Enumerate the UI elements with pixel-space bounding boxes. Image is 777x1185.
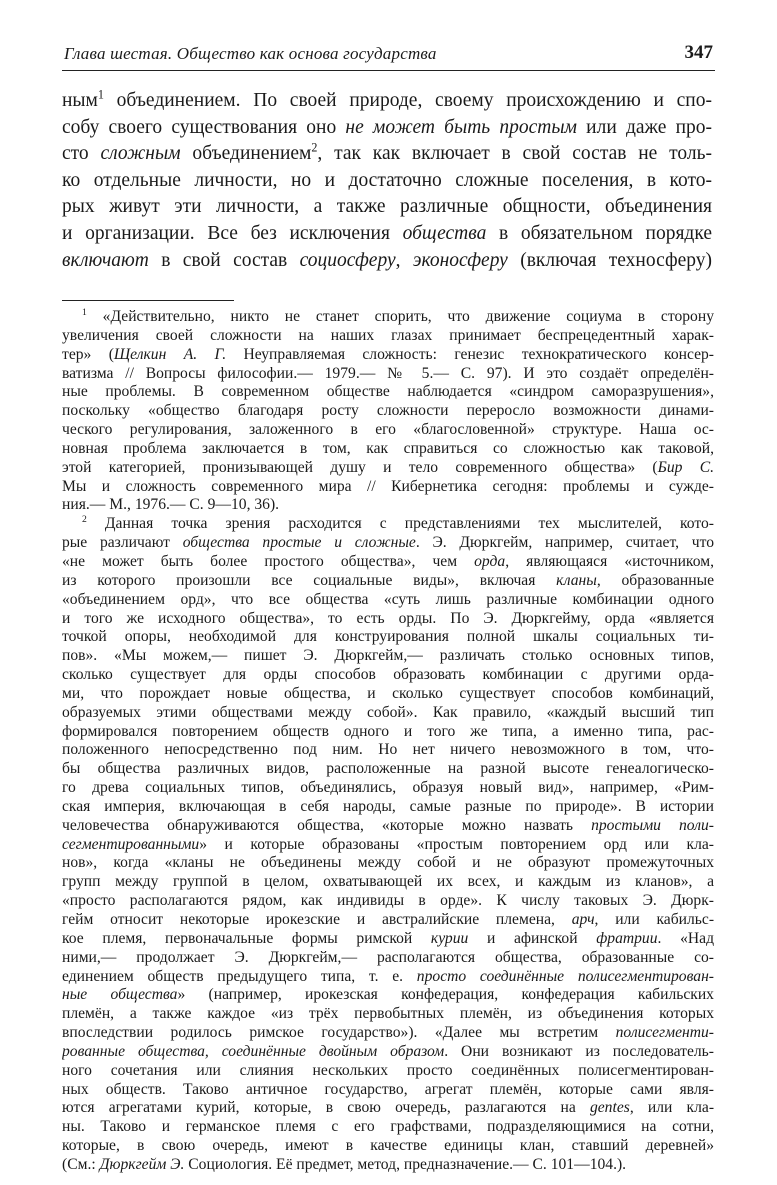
main-text-line: и организации. Все без исключения общества в обязательном порядке (62, 222, 712, 244)
footnote-line: «не может быть более простого общества», чем орда, являющаяся «источником, (62, 552, 714, 570)
footnote-line: ного сочетания или слияния нескольких просто соединённых полисегментирован- (62, 1061, 714, 1079)
footnote-line: Мы и сложность современного мира // Кибернетика сегодня: проблемы и сужде- (62, 477, 714, 495)
footnote-line: нов», когда «кланы не объединены между собой и не образуют промежуточных (62, 854, 714, 872)
footnote-line: точкой опоры, необходимой для конструирования полной шкалы социальных ти- (62, 628, 714, 646)
footnote-line: сколько существует для орды способов образовать комбинации с другими орда- (62, 666, 714, 684)
footnote-line: образуемых этими обществами между собой». Как правило, «каждый высший тип (62, 703, 714, 721)
footnote-line: гейм относит некоторые ирокезские и австралийские племена, арч, или кабильс- (62, 911, 714, 928)
footnote-line: ния.— М., 1976.— С. 9—10, 36). (62, 496, 280, 514)
footnote-line: человечества обнаруживаются общества, «которые можно назвать простыми поли- (62, 816, 714, 834)
footnote-rule (62, 300, 234, 301)
footnote-line: ные общества» (например, ирокезская конфедерация, конфедерация кабильских (62, 986, 714, 1004)
footnote-line: ются агрегатами курий, которые, в свою очередь, разлагаются на gentes, или кла- (62, 1099, 714, 1117)
running-title: Глава шестая. Общество как основа государства (64, 44, 437, 63)
main-text-line: ным$^1$ объединением. По своей природе, своему происхождению и спо- (62, 88, 712, 111)
footnote-line: го древа социальных типов, объединялись, образуя новый вид», например, «Рим- (62, 779, 714, 797)
main-text-line: ко отдельные личности, но и достаточно сложные поселения, в кото- (62, 169, 712, 191)
footnote-line: групп между группой в целом, охватывающей их всех, и каждым из кланов», а (62, 873, 714, 891)
footnote-line: «просто располагаются рядом, как индивиды в орде». К числу таковых Э. Дюрк- (62, 892, 714, 910)
footnote-line: которые, в свою очередь, имеют в качестве единицы клан, ставший деревней» (62, 1137, 714, 1155)
footnote-line: ны. Таково и германское племя с его графствами, подразделяющимися на сотни, (62, 1118, 714, 1136)
footnote-line: рованные общества, соединённые двойным образом. Они возникают из последователь- (62, 1042, 714, 1060)
footnote-line: тер» (Щелкин А. Г. Неуправляемая сложность: генезис технократического консер- (62, 345, 714, 363)
main-text-line: сто сложным объединением$^2$, так как включает в свой состав не толь- (62, 141, 712, 165)
running-head (62, 40, 715, 71)
footnote-2 (62, 515, 714, 1175)
footnote-line: ческого регулирования, заложенного в его «благословенной» структуре. Наша ос- (62, 421, 714, 439)
footnote-line: «объединением орд», что все общества «суть лишь различные комбинации одного (62, 590, 714, 608)
footnote-line: положенного непосредственно под ним. Но нет ничего невозможного в том, что- (62, 741, 714, 759)
footnote-line: единением обществ предыдущего типа, т. е. просто соединённые полисегментирован- (62, 967, 714, 985)
footnote-line: $^1$ «Действительно, никто не станет спорить, что движение социума в сторону (82, 308, 714, 325)
footnote-line: и того же исходного общества», то есть орды. По Э. Дюркгейму, орда «является (62, 609, 714, 627)
main-text-line: включают в свой состав социосферу, эконосферу (включая техносферу) (62, 249, 712, 271)
main-text-line: рых живут эти личности, а также различные общности, объединения (62, 196, 712, 218)
footnote-line: увеличения своей сложности на наших глазах принимает беспрецедентный харак- (62, 326, 714, 344)
footnote-1 (62, 308, 714, 515)
footnote-line: поскольку «общество благодаря росту сложности переросло возможности динами- (62, 402, 714, 420)
footnote-line: рые различают общества простые и сложные. Э. Дюркгейм, например, считает, что (62, 534, 714, 552)
main-text (62, 88, 712, 274)
footnote-line: из которого произошли все социальные виды», включая кланы, образованные (62, 571, 714, 589)
footnotes (62, 308, 714, 1175)
footnote-line: $^2$ Данная точка зрения расходится с представлениями тех мыслителей, кото- (82, 515, 714, 533)
footnote-line: ных обществ. Таково античное государство, агрегат племён, которые сами явля- (62, 1080, 714, 1098)
footnote-line: ская империя, включающая в себя народы, самые разные по природе». В истории (62, 797, 714, 815)
footnote-line: впоследствии родилось римское государство»). «Далее мы встретим полисегменти- (62, 1024, 714, 1042)
footnote-line: формировался повторением обществ одного и того же типа, а именно типа, рас- (62, 722, 714, 740)
footnote-line: этой категорией, пронизывающей душу и тело современного общества» (Бир С. (62, 458, 714, 476)
footnote-line: (См.: Дюркгейм Э. Социология. Её предмет, метод, предназначение.— С. 101—104.). (62, 1155, 627, 1173)
footnote-line: сегментированными» и которые образованы «простым повторением орд или кла- (62, 835, 714, 853)
footnote-line: ватизма // Вопросы философии.— 1979.— № 5.— С. 97). И это создаёт определён- (62, 364, 714, 382)
footnote-line: кое племя, первоначальные формы римской курии и афинской фратрии. «Над (62, 929, 714, 947)
footnote-line: ми, что порождает новые общества, и сколько существует способов комбинаций, (62, 684, 714, 702)
page-number: 347 (684, 42, 713, 63)
footnote-line: пов». «Мы можем,— пишет Э. Дюркгейм,— различать столько основных типов, (62, 647, 714, 665)
footnote-line: ними,— продолжает Э. Дюркгейм,— располагаются общества, образованные со- (62, 948, 714, 966)
footnote-line: ные проблемы. В современном обществе наблюдается «синдром саморазрушения», (62, 383, 714, 401)
footnote-line: племён, а также каждое «из трёх первобытных племён, из объединения которых (62, 1005, 714, 1023)
footnote-line: новная проблема заключается в том, как справиться со сложностью как таковой, (62, 439, 714, 457)
footnote-line: бы общества различных видов, расположенные на разной высоте генеалогическо- (62, 760, 714, 778)
main-text-line: собу своего существования оно не может быть простым или даже про- (62, 116, 712, 138)
